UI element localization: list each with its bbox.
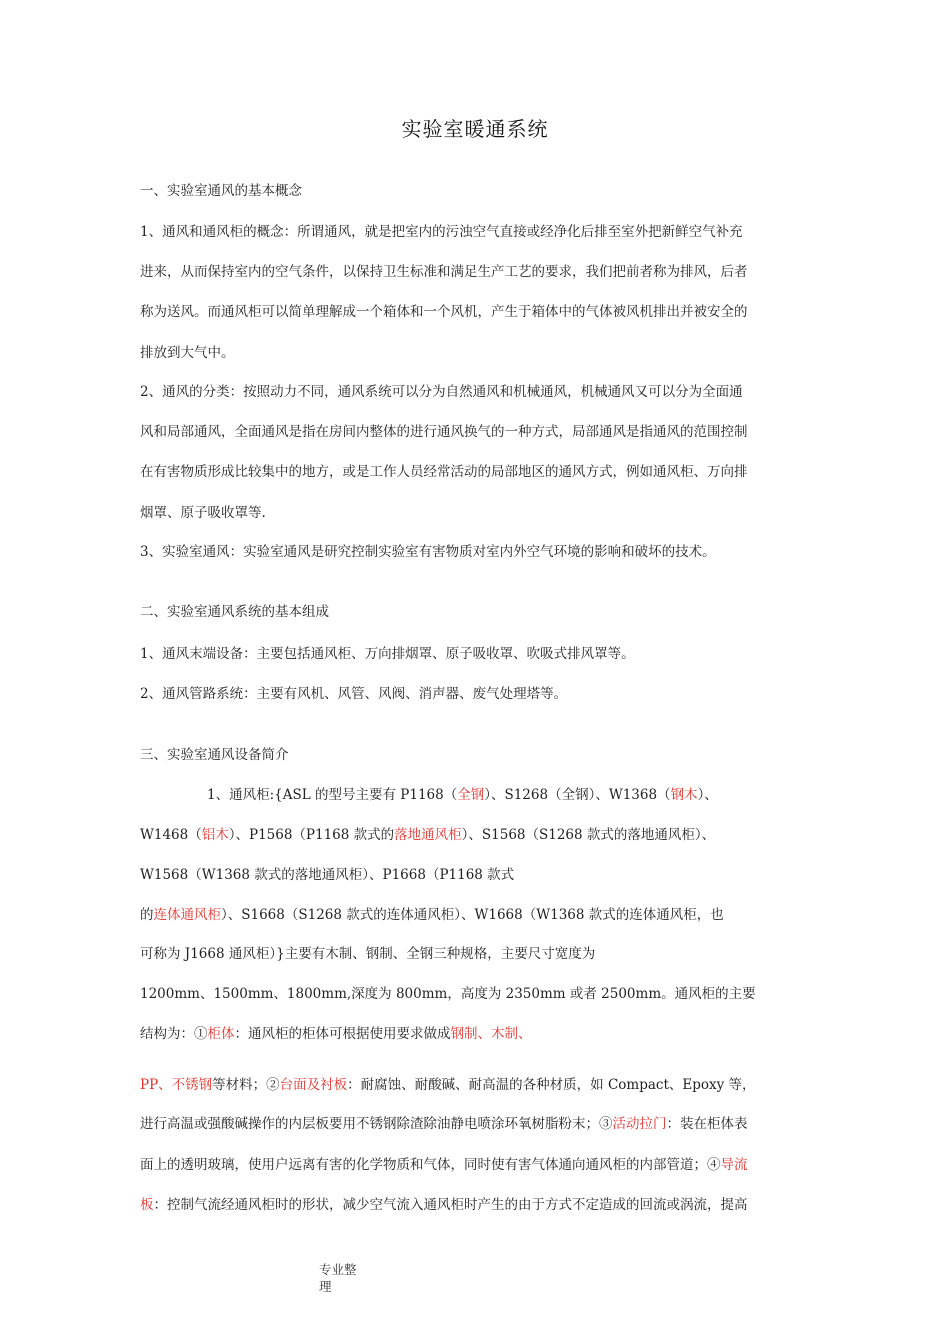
footer-line: 理 bbox=[319, 1279, 332, 1294]
page-title: 实验室暖通系统 bbox=[401, 117, 549, 141]
highlight-run: 导流 bbox=[720, 1157, 748, 1173]
text-run: 1、通风柜:{ASL 的型号主要有 P1168（ bbox=[207, 787, 458, 803]
text-run: ）、 bbox=[697, 787, 718, 803]
text-run: 进行高温或强酸碱操作的内层板要用不锈钢除渣除油静电喷涂环氧树脂粉末；③ bbox=[140, 1116, 613, 1132]
text-run: ）、S1668（S1268 款式的连体通风柜）、W1668（W1368 款式的连体通风柜，也 bbox=[221, 907, 724, 923]
highlight-run: 柜体 bbox=[207, 1026, 235, 1042]
s3-line-6: 1200mm、1500mm、1800mm,深度为 800mm，高度为 2350mm 或者 2500mm。通风柜的主要 bbox=[140, 986, 756, 1002]
text-run: ：控制气流经通风柜时的形状，减少空气流入通风柜时产生的由于方式不定造成的回流或涡流，提高 bbox=[153, 1197, 748, 1213]
highlight-run: PP、不锈钢 bbox=[140, 1077, 213, 1093]
s3-line-4 bbox=[140, 906, 724, 924]
section-3-heading: 三、实验室通风设备简介 bbox=[140, 747, 289, 763]
s1-p2-line: 2、通风的分类：按照动力不同，通风系统可以分为自然通风和机械通风，机械通风又可以分为全面通 bbox=[140, 384, 743, 400]
text-run: 面上的透明玻璃，使用户远离有害的化学物质和气体，同时使有害气体通向通风柜的内部管道；④ bbox=[140, 1157, 721, 1173]
s3-line-3: W1568（W1368 款式的落地通风柜）、P1668（P1168 款式 bbox=[140, 867, 515, 883]
text-run: 的 bbox=[140, 907, 154, 923]
text-run: 等材料；② bbox=[212, 1077, 280, 1093]
highlight-run: 落地通风柜 bbox=[394, 827, 462, 843]
highlight-run: 台面及衬板 bbox=[279, 1077, 348, 1093]
text-run: W1468（ bbox=[140, 827, 202, 843]
s1-p1-line: 1、通风和通风柜的概念：所谓通风，就是把室内的污浊空气直接或经净化后排至室外把新鲜空气补充 bbox=[140, 224, 743, 240]
text-run: ：装在柜体表 bbox=[666, 1116, 748, 1132]
section-2-heading: 二、实验室通风系统的基本组成 bbox=[140, 604, 329, 620]
highlight-run: 钢木 bbox=[670, 787, 698, 803]
footer-line: 专业整 bbox=[319, 1262, 357, 1277]
s3-line-11 bbox=[140, 1196, 748, 1214]
s1-p3: 3、实验室通风：实验室通风是研究控制实验室有害物质对室内外空气环境的影响和破坏的技术。 bbox=[140, 544, 716, 560]
text-run: 结构为：① bbox=[140, 1026, 208, 1042]
highlight-run: 铝木 bbox=[201, 827, 229, 843]
s3-line-7 bbox=[140, 1025, 532, 1043]
s1-p1-line: 称为送风。而通风柜可以简单理解成一个箱体和一个风机，产生于箱体中的气体被风机排出并被安全的 bbox=[140, 304, 748, 320]
s1-p1-line: 进来，从而保持室内的空气条件，以保持卫生标准和满足生产工艺的要求，我们把前者称为排风，后者 bbox=[140, 264, 748, 280]
s3-line-9 bbox=[140, 1115, 748, 1133]
text-run: ）、P1568（P1168 款式的 bbox=[228, 827, 395, 843]
s2-p2: 2、通风管路系统：主要有风机、风管、风阀、消声器、废气处理塔等。 bbox=[140, 686, 568, 702]
s3-line-1 bbox=[207, 786, 718, 804]
text-run: ：耐腐蚀、耐酸碱、耐高温的各种材质，如 Compact、Epoxy 等， bbox=[347, 1077, 756, 1093]
s1-p2-line: 烟罩、原子吸收罩等. bbox=[140, 505, 266, 521]
highlight-run: 板 bbox=[140, 1197, 154, 1213]
page-footer bbox=[319, 1261, 357, 1295]
text-run: ：通风柜的柜体可根据使用要求做成 bbox=[234, 1026, 451, 1042]
highlight-run: 活动拉门 bbox=[612, 1116, 667, 1132]
section-1-heading: 一、实验室通风的基本概念 bbox=[140, 183, 302, 199]
s3-line-8 bbox=[140, 1076, 756, 1094]
s1-p1-line: 排放到大气中。 bbox=[140, 345, 235, 361]
s3-line-2 bbox=[140, 826, 715, 844]
s1-p2-line: 在有害物质形成比较集中的地方，或是工作人员经常活动的局部地区的通风方式，例如通风柜、万向排 bbox=[140, 464, 748, 480]
text-run: ）、S1568（S1268 款式的落地通风柜）、 bbox=[461, 827, 716, 843]
s3-line-5: 可称为 J1668 通风柜）}主要有木制、钢制、全钢三种规格，主要尺寸宽度为 bbox=[140, 946, 596, 962]
s3-line-10 bbox=[140, 1156, 748, 1174]
highlight-run: 全钢 bbox=[457, 787, 485, 803]
highlight-run: 钢制、木制、 bbox=[450, 1026, 532, 1042]
highlight-run: 连体通风柜 bbox=[153, 907, 221, 923]
s1-p2-line: 风和局部通风，全面通风是指在房间内整体的进行通风换气的一种方式，局部通风是指通风的范围控制 bbox=[140, 424, 748, 440]
s2-p1: 1、通风末端设备：主要包括通风柜、万向排烟罩、原子吸收罩、吹吸式排风罩等。 bbox=[140, 646, 635, 662]
text-run: ）、S1268（全钢）、W1368（ bbox=[484, 787, 671, 803]
